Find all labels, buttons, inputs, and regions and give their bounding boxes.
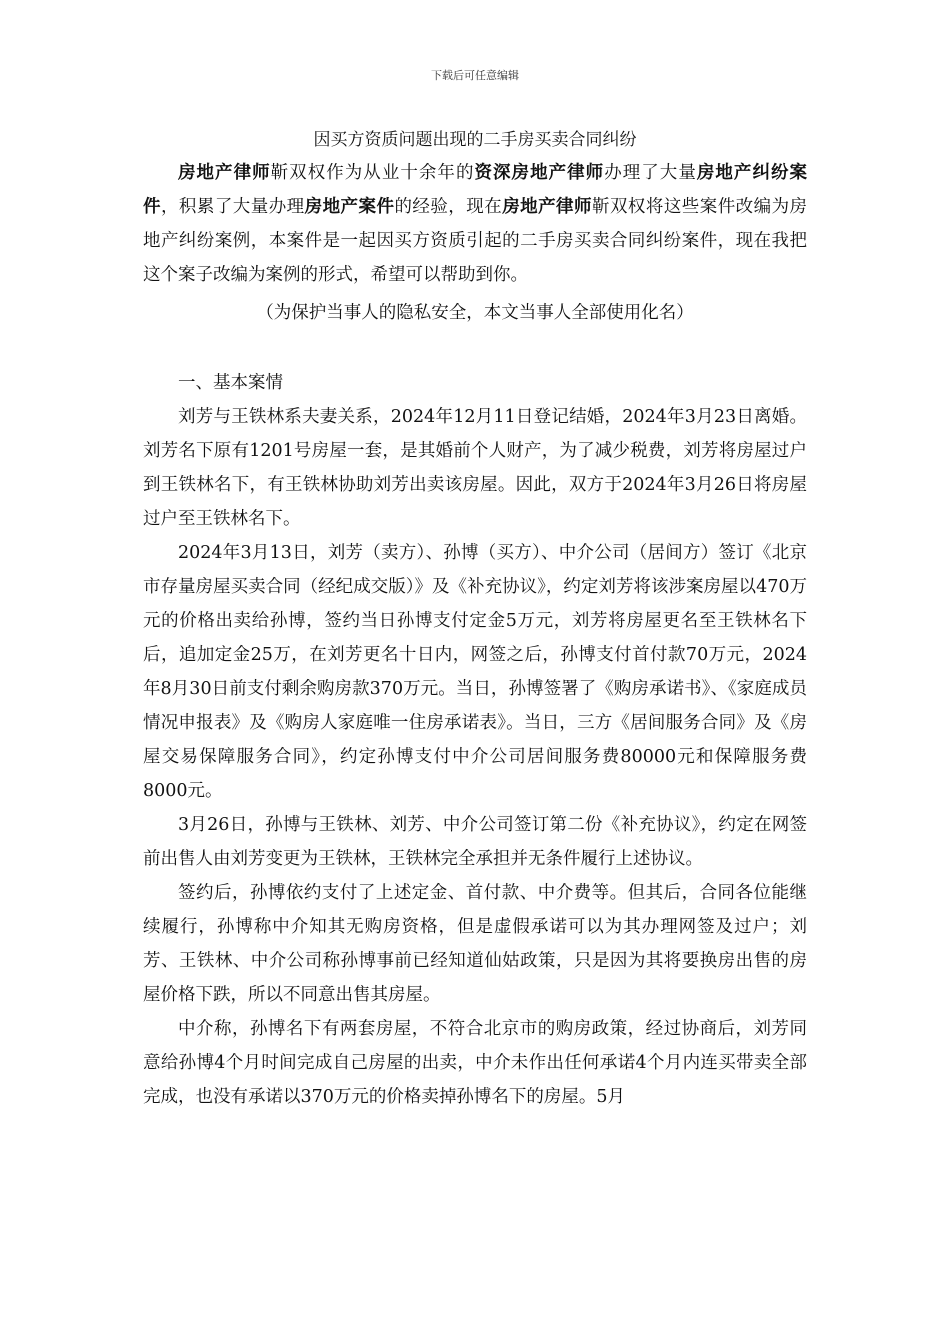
keyword-bold: 房地产案件 [304, 197, 395, 217]
document-body [143, 156, 807, 1114]
intro-text: 办理了大量 [604, 163, 697, 183]
intro-text: 靳双权作为从业十余年的 [270, 163, 475, 183]
body-paragraph: 2024年3月13日，刘芳（卖方）、孙博（买方）、中介公司（居间方）签订《北京市存量房屋买卖合同（经纪成交版）》及《补充协议》，约定刘芳将该涉案房屋以470万元的价格出卖给孙博，签约当日孙博支付定金5万元，刘芳将房屋更名至王铁林名下后，追加定金25万，在刘芳更名十日内，网签之后，孙博支付首付款70万元，2024年8月30日前支付剩余购房款370万元。当日，孙博签署了《购房承诺书》、《家庭成员情况申报表》及《购房人家庭唯一住房承诺表》。当日，三方《居间服务合同》及《房屋交易保障服务合同》，约定孙博支付中介公司居间服务费80000元和保障服务费8000元。 [143, 543, 807, 801]
keyword-bold: 房地产律师 [502, 197, 592, 217]
body-paragraph: 中介称，孙博名下有两套房屋，不符合北京市的购房政策，经过协商后，刘芳同意给孙博4个月时间完成自己房屋的出卖，中介未作出任何承诺4个月内连买带卖全部完成，也没有承诺以370万元的价格卖掉孙博名下的房屋。5月 [143, 1019, 807, 1107]
intro-text: 的经验，现在 [394, 197, 503, 217]
body-paragraph: 刘芳与王铁林系夫妻关系，2024年12月11日登记结婚，2024年3月23日离婚。刘芳名下原有1201号房屋一套，是其婚前个人财产，为了减少税费，刘芳将房屋过户到王铁林名下，有王铁林协助刘芳出卖该房屋。因此，双方于2024年3月26日将房屋过户至王铁林名下。 [143, 407, 807, 529]
document-title: 因买方资质问题出现的二手房买卖合同纠纷 [313, 130, 637, 150]
body-paragraph: 签约后，孙博依约支付了上述定金、首付款、中介费等。但其后，合同各位能继续履行，孙博称中介知其无购房资格，但是虚假承诺可以为其办理网签及过户；刘芳、王铁林、中介公司称孙博事前已经知道仙姑政策，只是因为其将要换房出售的房屋价格下跌，所以不同意出售其房屋。 [143, 883, 807, 1005]
keyword-bold: 房地产律师 [178, 163, 271, 183]
intro-text: ，积累了大量办理 [160, 197, 305, 217]
keyword-bold: 资深房地产律师 [474, 163, 605, 183]
body-paragraph: 3月26日，孙博与王铁林、刘芳、中介公司签订第二份《补充协议》，约定在网签前出售人由刘芳变更为王铁林，王铁林完全承担并无条件履行上述协议。 [143, 815, 807, 869]
intro-text: 靳双权将这些案件改编为房地产纠纷案例，本案件是一起因买方资质引起的二手房买卖合同纠纷案件，现在我把这个案子改编为案例的形式，希望可以帮助到你。 [143, 197, 808, 285]
privacy-note: （为保护当事人的隐私安全，本文当事人全部使用化名） [256, 303, 694, 323]
section-heading: 一、基本案情 [178, 373, 283, 393]
page-header: 下载后可任意编辑 [431, 69, 519, 82]
keyword-bold: 房地产纠纷案件 [143, 163, 808, 217]
intro-paragraph [143, 156, 807, 292]
